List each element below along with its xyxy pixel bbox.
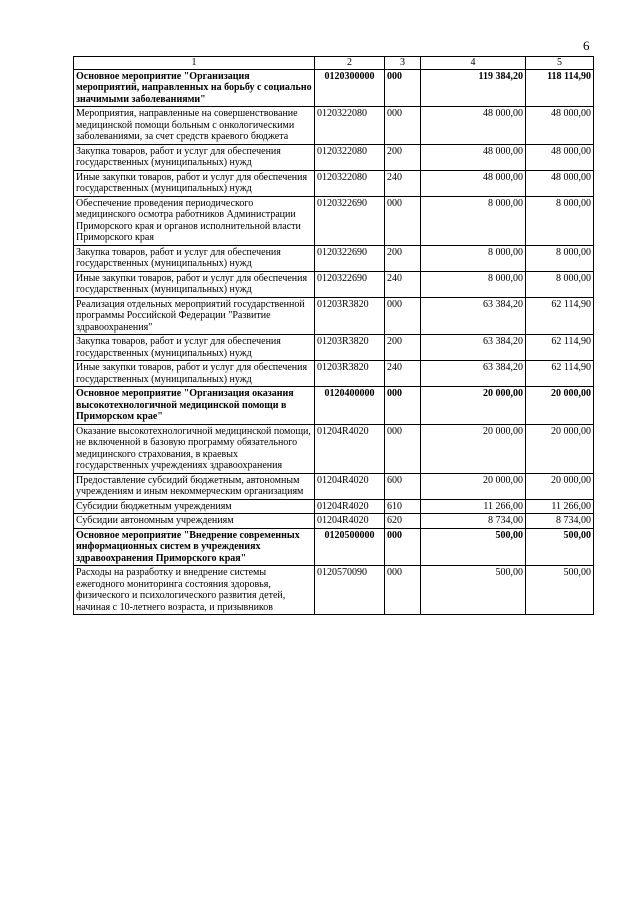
table-row (74, 528, 594, 566)
row-name-cell: Закупка товаров, работ и услуг для обеспечения государственных (муниципальных) нужд (74, 245, 315, 271)
table-row (74, 566, 594, 615)
row-code-cell: 0120322690 (315, 196, 385, 245)
row-kind-cell: 000 (385, 69, 421, 107)
row-value-col4-cell: 63 384,20 (421, 297, 526, 335)
row-value-col5-cell: 118 114,90 (526, 69, 594, 107)
row-value-col5-cell: 62 114,90 (526, 297, 594, 335)
row-code-cell: 0120322690 (315, 271, 385, 297)
table-row (74, 245, 594, 271)
table-row (74, 473, 594, 499)
row-value-col4-cell: 63 384,20 (421, 361, 526, 387)
row-value-col4-cell: 63 384,20 (421, 335, 526, 361)
row-kind-cell: 240 (385, 271, 421, 297)
row-name-cell: Иные закупки товаров, работ и услуг для обеспечения государственных (муниципальных) нужд (74, 361, 315, 387)
row-name-cell: Основное мероприятие "Организация оказания высокотехнологичной медицинской помощи в Приморском крае" (74, 387, 315, 425)
row-value-col5-cell: 8 000,00 (526, 271, 594, 297)
table-row (74, 499, 594, 514)
row-value-col5-cell: 62 114,90 (526, 361, 594, 387)
row-code-cell: 0120300000 (315, 69, 385, 107)
row-kind-cell: 000 (385, 297, 421, 335)
row-value-col5-cell: 62 114,90 (526, 335, 594, 361)
row-code-cell: 01203R3820 (315, 335, 385, 361)
row-name-cell: Расходы на разработку и внедрение системы ежегодного мониторинга состояния здоровья, физического и психологического развития детей, начиная с 10-летнего возраста, и призывников (74, 566, 315, 615)
row-name-cell: Основное мероприятие "Организация мероприятий, направленных на борьбу с социально значимыми заболеваниями" (74, 69, 315, 107)
row-code-cell: 0120322080 (315, 144, 385, 170)
column-header: 4 (421, 57, 526, 70)
column-header: 3 (385, 57, 421, 70)
row-code-cell: 01204R4020 (315, 424, 385, 473)
row-value-col4-cell: 20 000,00 (421, 473, 526, 499)
row-value-col5-cell: 8 734,00 (526, 514, 594, 529)
row-value-col4-cell: 11 266,00 (421, 499, 526, 514)
row-name-cell: Субсидии автономным учреждениям (74, 514, 315, 529)
page-number: 6 (583, 38, 590, 53)
row-kind-cell: 620 (385, 514, 421, 529)
row-value-col5-cell: 11 266,00 (526, 499, 594, 514)
row-kind-cell: 000 (385, 196, 421, 245)
budget-table (73, 56, 594, 615)
row-name-cell: Реализация отдельных мероприятий государственной программы Российской Федерации "Развитие здравоохранения" (74, 297, 315, 335)
row-code-cell: 01203R3820 (315, 297, 385, 335)
row-value-col5-cell: 20 000,00 (526, 424, 594, 473)
row-kind-cell: 000 (385, 424, 421, 473)
row-kind-cell: 000 (385, 387, 421, 425)
row-value-col4-cell: 119 384,20 (421, 69, 526, 107)
column-header: 2 (315, 57, 385, 70)
row-kind-cell: 000 (385, 566, 421, 615)
table-row (74, 144, 594, 170)
row-kind-cell: 000 (385, 528, 421, 566)
column-header: 1 (74, 57, 315, 70)
row-name-cell: Оказание высокотехнологичной медицинской помощи, не включенной в базовую программу обязательного медицинского страхования, в краевых государственных учреждениях здравоохранения (74, 424, 315, 473)
row-code-cell: 01204R4020 (315, 473, 385, 499)
row-name-cell: Иные закупки товаров, работ и услуг для обеспечения государственных (муниципальных) нужд (74, 170, 315, 196)
row-name-cell: Основное мероприятие "Внедрение современных информационных систем в учреждениях здравоохранения Приморского края" (74, 528, 315, 566)
table-row (74, 69, 594, 107)
row-value-col5-cell: 8 000,00 (526, 196, 594, 245)
row-kind-cell: 000 (385, 107, 421, 145)
row-value-col4-cell: 8 000,00 (421, 271, 526, 297)
row-name-cell: Мероприятия, направленные на совершенствование медицинской помощи больным с онкологическими заболеваниями, за счет средств краевого бюджета (74, 107, 315, 145)
row-value-col5-cell: 8 000,00 (526, 245, 594, 271)
row-kind-cell: 200 (385, 245, 421, 271)
table-row (74, 271, 594, 297)
table-row (74, 107, 594, 145)
table-row (74, 514, 594, 529)
row-kind-cell: 200 (385, 335, 421, 361)
row-value-col5-cell: 48 000,00 (526, 144, 594, 170)
table-row (74, 424, 594, 473)
row-code-cell: 01204R4020 (315, 514, 385, 529)
row-name-cell: Обеспечение проведения периодического медицинского осмотра работников Администрации Приморского края и органов исполнительной власти Приморского края (74, 196, 315, 245)
table-row (74, 170, 594, 196)
row-kind-cell: 240 (385, 170, 421, 196)
row-code-cell: 0120322690 (315, 245, 385, 271)
row-value-col4-cell: 8 734,00 (421, 514, 526, 529)
row-kind-cell: 240 (385, 361, 421, 387)
table-row (74, 387, 594, 425)
table-row (74, 196, 594, 245)
row-value-col4-cell: 48 000,00 (421, 170, 526, 196)
row-name-cell: Закупка товаров, работ и услуг для обеспечения государственных (муниципальных) нужд (74, 144, 315, 170)
row-value-col4-cell: 20 000,00 (421, 424, 526, 473)
row-value-col4-cell: 48 000,00 (421, 144, 526, 170)
row-kind-cell: 200 (385, 144, 421, 170)
row-value-col5-cell: 20 000,00 (526, 387, 594, 425)
row-value-col4-cell: 8 000,00 (421, 196, 526, 245)
row-code-cell: 01203R3820 (315, 361, 385, 387)
table-row (74, 335, 594, 361)
row-code-cell: 0120322080 (315, 170, 385, 196)
row-value-col4-cell: 8 000,00 (421, 245, 526, 271)
row-value-col4-cell: 48 000,00 (421, 107, 526, 145)
row-kind-cell: 610 (385, 499, 421, 514)
row-value-col4-cell: 500,00 (421, 566, 526, 615)
row-name-cell: Закупка товаров, работ и услуг для обеспечения государственных (муниципальных) нужд (74, 335, 315, 361)
row-value-col5-cell: 48 000,00 (526, 107, 594, 145)
row-value-col4-cell: 20 000,00 (421, 387, 526, 425)
table-row (74, 297, 594, 335)
row-value-col5-cell: 500,00 (526, 528, 594, 566)
table-header-row (74, 57, 594, 70)
row-value-col5-cell: 500,00 (526, 566, 594, 615)
table-row (74, 361, 594, 387)
row-value-col5-cell: 48 000,00 (526, 170, 594, 196)
column-header: 5 (526, 57, 594, 70)
row-code-cell: 0120500000 (315, 528, 385, 566)
row-code-cell: 0120570090 (315, 566, 385, 615)
row-name-cell: Предоставление субсидий бюджетным, автономным учреждениям и иным некоммерческим организациям (74, 473, 315, 499)
row-code-cell: 0120322080 (315, 107, 385, 145)
row-name-cell: Субсидии бюджетным учреждениям (74, 499, 315, 514)
row-code-cell: 01204R4020 (315, 499, 385, 514)
row-kind-cell: 600 (385, 473, 421, 499)
row-name-cell: Иные закупки товаров, работ и услуг для обеспечения государственных (муниципальных) нужд (74, 271, 315, 297)
row-code-cell: 0120400000 (315, 387, 385, 425)
row-value-col5-cell: 20 000,00 (526, 473, 594, 499)
row-value-col4-cell: 500,00 (421, 528, 526, 566)
